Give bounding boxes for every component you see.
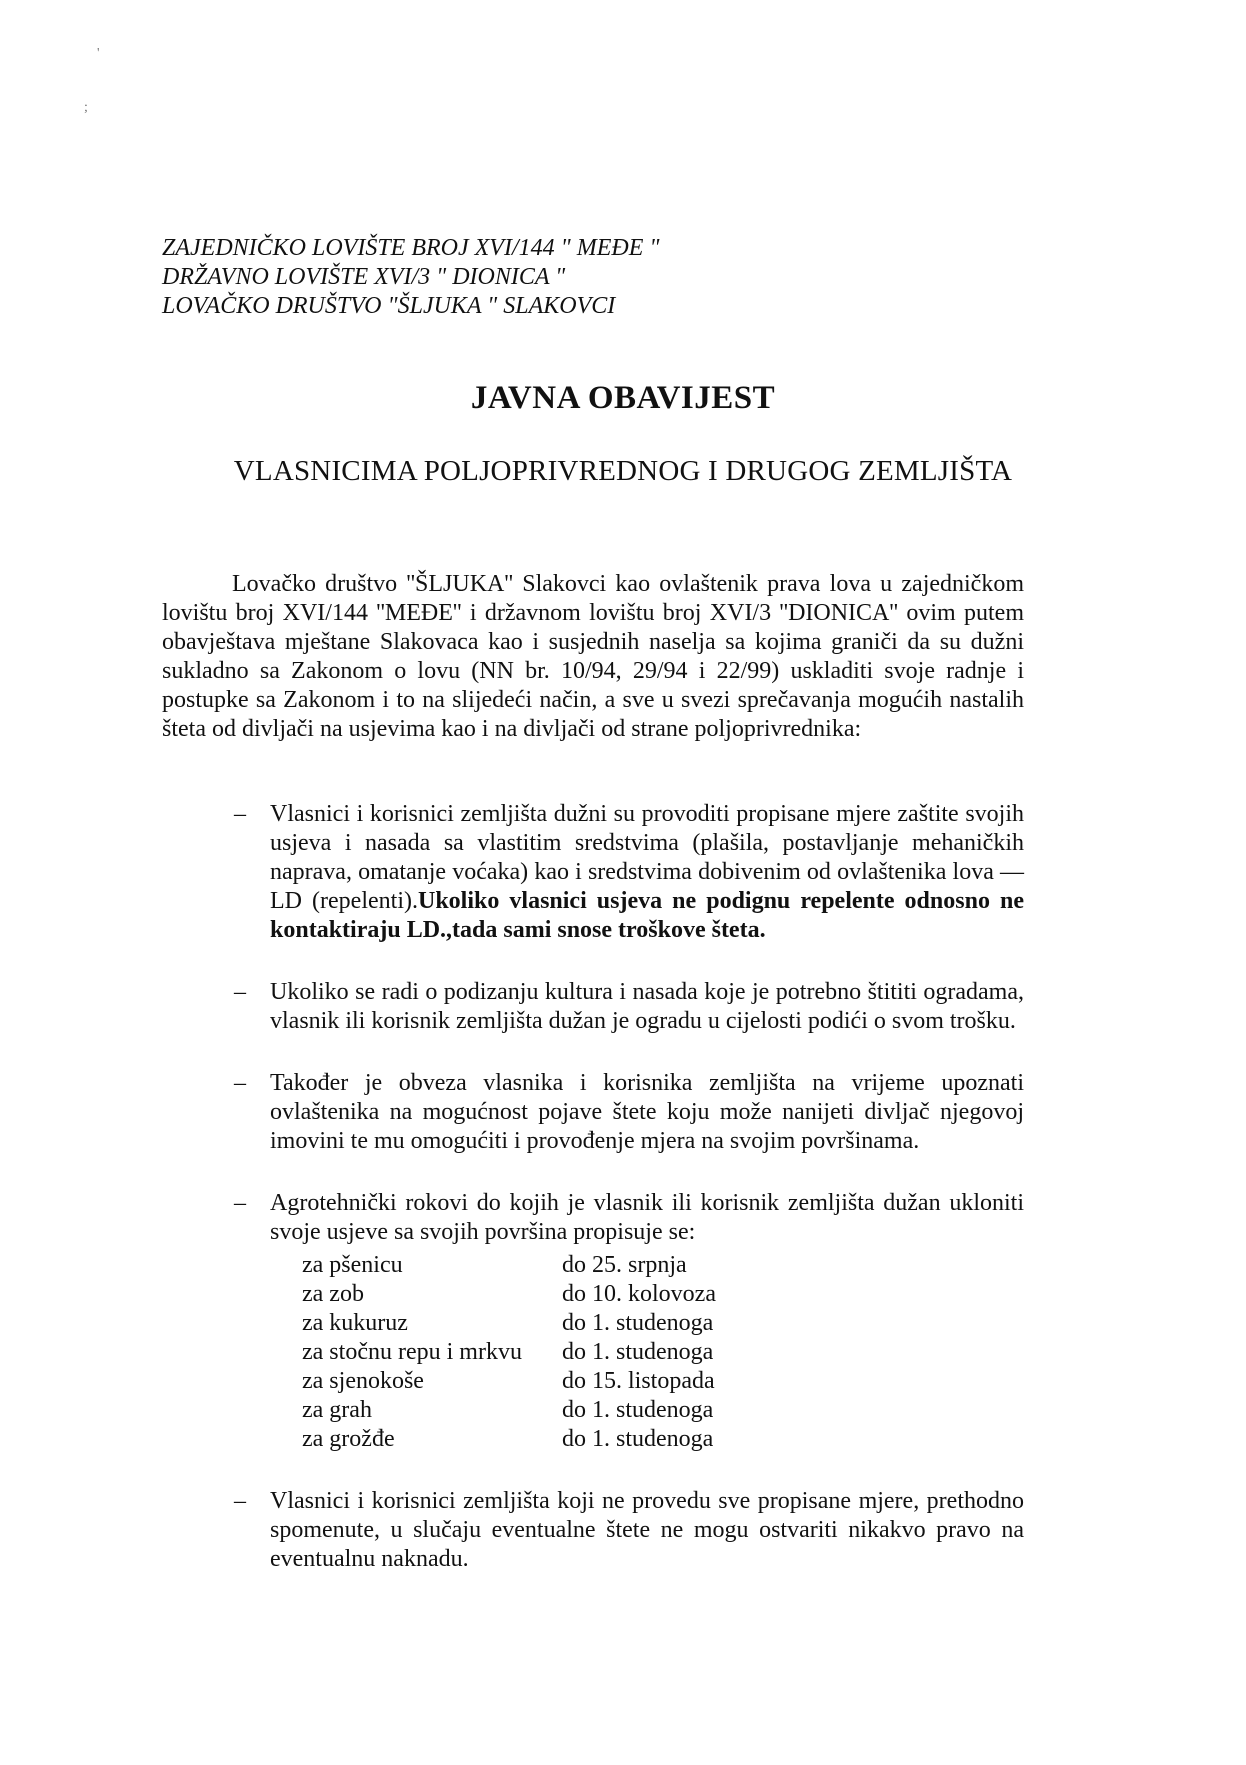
header-line-state-ground: DRŽAVNO LOVIŠTE XVI/3 " DIONICA "	[162, 264, 566, 290]
header-line-hunting-club: LOVAČKO DRUŠTVO "ŠLJUKA " SLAKOVCI	[162, 293, 616, 319]
table-row	[302, 1338, 716, 1367]
item-text: Ukoliko se radi o podizanju kultura i nasada koje je potrebno štititi ogradama, vlasnik ili korisnik zemljišta dužan je ogradu u cijelosti podići o svom trošku.	[270, 979, 1024, 1034]
scan-speck: ;	[84, 100, 88, 115]
table-row	[302, 1309, 716, 1338]
crop-name: za zob	[302, 1281, 364, 1307]
crop-deadline: do 1. studenoga	[562, 1426, 714, 1452]
crop-name: za kukuruz	[302, 1310, 408, 1336]
table-row	[302, 1396, 716, 1425]
document-subtitle: VLASNICIMA POLJOPRIVREDNOG I DRUGOG ZEMLJIŠTA	[233, 455, 1013, 487]
crop-deadline: do 1. studenoga	[562, 1397, 714, 1423]
table-row	[302, 1367, 716, 1396]
measures-list	[234, 800, 1024, 1607]
item-text: Vlasnici i korisnici zemljišta koji ne provedu sve propisane mjere, prethodno spomenute, u slučaju eventualne štete ne mogu ostvariti nikakvo pravo na eventualnu naknadu.	[270, 1488, 1024, 1572]
list-item	[234, 1189, 1024, 1454]
header-line-hunting-ground: ZAJEDNIČKO LOVIŠTE BROJ XVI/144 " MEĐE "	[162, 235, 660, 261]
crop-deadline: do 15. listopada	[562, 1368, 715, 1394]
crop-deadline-table	[302, 1251, 716, 1454]
scan-speck: '	[97, 46, 100, 61]
dash-bullet: –	[234, 979, 246, 1005]
crop-name: za pšenicu	[302, 1252, 403, 1278]
list-item	[234, 978, 1024, 1036]
crop-deadline: do 25. srpnja	[562, 1252, 687, 1278]
crop-deadline: do 1. studenoga	[562, 1339, 714, 1365]
list-item	[234, 800, 1024, 945]
item-text: Također je obveza vlasnika i korisnika zemljišta na vrijeme upoznati ovlaštenika na mogućnost pojave štete koju može nanijeti divljač njegovoj imovini te mu omogućiti i provođenje mjera na svojim površinama.	[270, 1070, 1024, 1154]
crop-deadline: do 10. kolovoza	[562, 1281, 716, 1307]
intro-paragraph: Lovačko društvo ''ŠLJUKA'' Slakovci kao ovlaštenik prava lova u zajedničkom lovištu broj XVI/144 ''MEĐE'' i državnom lovištu broj XVI/3 ''DIONICA'' ovim putem obavještava mještane Slakovaca kao i susjednih naselja sa kojima graniči da su dužni sukladno sa Zakonom o lovu (NN br. 10/94, 29/94 i 22/99) uskladiti svoje radnje i postupke sa Zakonom i to na slijedeći način, a sve u svezi sprečavanja mogućih nastalih šteta od divljači na usjevima kao i na divljači od strane poljoprivrednika:	[162, 571, 1024, 742]
document-title: JAVNA OBAVIJEST	[470, 380, 776, 416]
item-bold-warning: Ukoliko vlasnici usjeva ne podignu repelente odnosno ne kontaktiraju LD.,tada sami snose troškove šteta.	[270, 888, 1024, 943]
dash-bullet: –	[234, 1488, 246, 1514]
dash-bullet: –	[234, 1070, 246, 1096]
header-block	[162, 234, 659, 321]
table-row	[302, 1251, 716, 1280]
list-item	[234, 1069, 1024, 1156]
table-row	[302, 1280, 716, 1309]
crop-name: za stočnu repu i mrkvu	[302, 1339, 522, 1365]
dash-bullet: –	[234, 1190, 246, 1216]
crop-name: za sjenokoše	[302, 1368, 424, 1394]
crop-name: za grožđe	[302, 1426, 395, 1452]
item-text: Agrotehnički rokovi do kojih je vlasnik ili korisnik zemljišta dužan ukloniti svoje usjeve sa svojih površina propisuje se:	[270, 1190, 1024, 1245]
crop-deadline: do 1. studenoga	[562, 1310, 714, 1336]
item-text: Vlasnici i korisnici zemljišta dužni su provoditi propisane mjere zaštite svojih usjeva i nasada sa vlastitim sredstvima (plašila, postavljanje mehaničkih naprava, omatanje voćaka) kao i sredstvima dobivenim od ovlaštenika lova —LD (repelenti).	[270, 801, 1024, 914]
list-item	[234, 1487, 1024, 1574]
dash-bullet: –	[234, 801, 246, 827]
table-row	[302, 1425, 716, 1454]
crop-name: za grah	[302, 1397, 372, 1423]
